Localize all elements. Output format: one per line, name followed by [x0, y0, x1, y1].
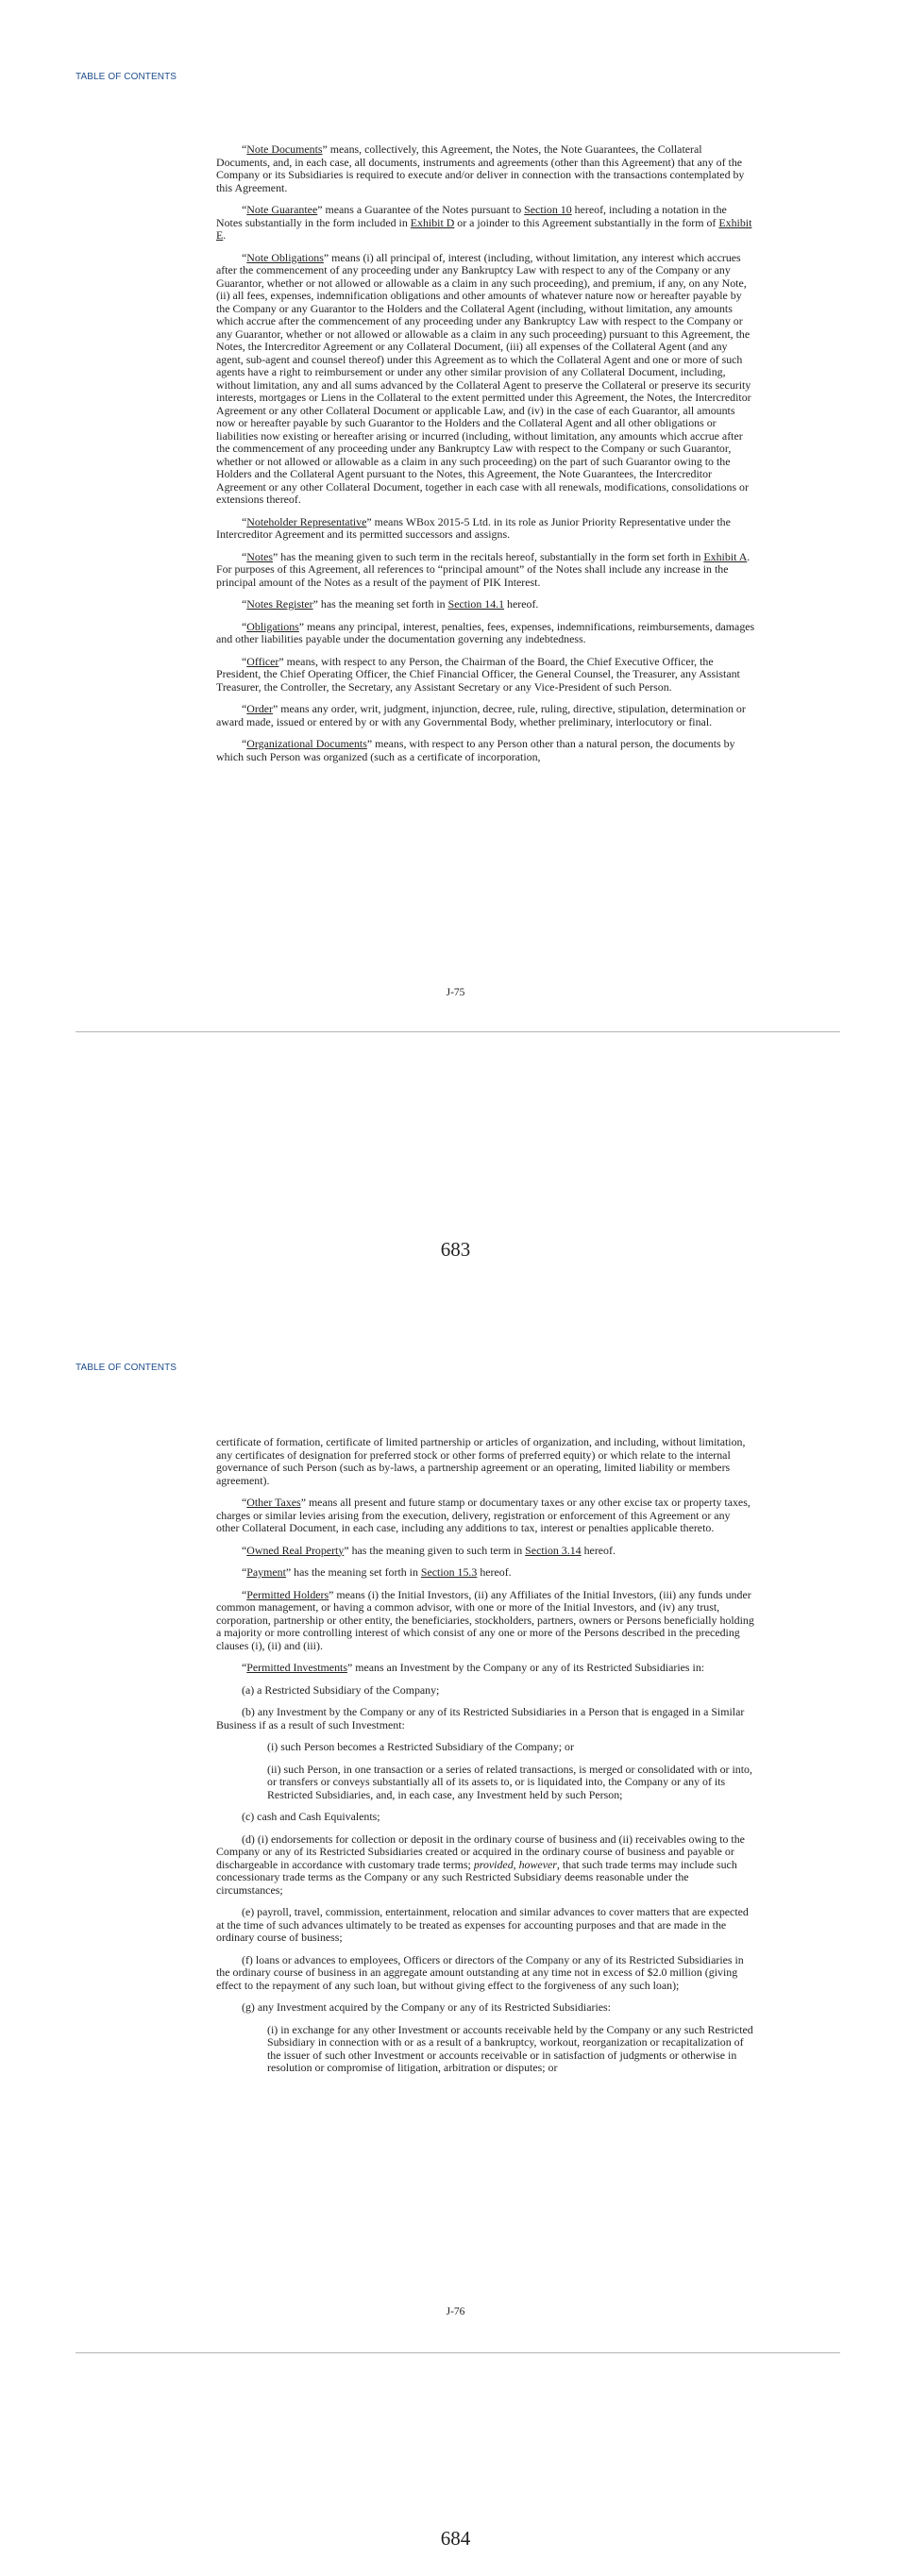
exhibit-reference-link[interactable]: Exhibit A: [703, 549, 748, 563]
definition-officer: “Officer” means, with respect to any Person, the Chairman of the Board, the Chief Executive Officer, the President, the Chief Operating Officer, the Chief Financial Officer, the General Counsel, the Treasurer, any Assistant Treasurer, the Controller, the Secretary, any Assistant Secretary or any Vice-President of such Person.: [216, 654, 740, 694]
definition-noteholder-representative: “Noteholder Representative” means WBox 2015-5 Ltd. in its role as Junior Priority Representative under the Intercreditor Agreement and its permitted successors and assigns.: [216, 514, 731, 541]
list-item: (i) such Person becomes a Restricted Subsidiary of the Company; or: [267, 1740, 574, 1753]
list-item: (e) payroll, travel, commission, entertainment, relocation and similar advances to cover matters that are expected at the time of such advances ultimately to be treated as expenses for accounting purposes and that are made in the ordinary course of business;: [216, 1905, 749, 1944]
definition-continuation: certificate of formation, certificate of limited partnership or articles of organization, and including, without limitation, any certificates of designation for preferred stock or other forms of preferred equity) or which relate to the internal governance of such Person (such as by-laws, a partnership agreement or an operating, limited liability or members agreement).: [216, 1435, 746, 1487]
definition-notes-register: “Notes Register” has the meaning set forth in Section 14.1 hereof.: [242, 597, 539, 611]
defined-term: Note Guarantee: [246, 203, 318, 216]
section-reference-link[interactable]: Section 14.1: [447, 597, 505, 611]
definition-note-guarantee: “Note Guarantee” means a Guarantee of the Notes pursuant to Section 10 hereof, including a notation in the Notes substantially in the form included in Exhibit D or a joinder to this Agreement substantially in the form of Exhibit E.: [216, 203, 752, 242]
defined-term: Notes: [246, 549, 274, 563]
list-item: (ii) such Person, in one transaction or a series of related transactions, is merged or consolidated with or into, or transfers or conveys substantially all of its assets to, or is liquidated into, the Company or any of its Restricted Subsidiaries, and, in each case, any Investment held by such Person;: [267, 1762, 752, 1801]
list-item: (g) any Investment acquired by the Company or any of its Restricted Subsidiaries:: [242, 2000, 611, 2014]
defined-term: Note Documents: [246, 142, 323, 156]
defined-term: Officer: [246, 654, 279, 668]
defined-term: Permitted Holders: [246, 1587, 329, 1601]
definition-note-obligations: “Note Obligations” means (i) all principal of, interest (including, without limitation, any interest which accrues after the commencement of any proceeding under any Bankruptcy Law with respect to any of the Company or any Guarantor, whether or not allowed or allowable as a claim in any such proceeding), and premium, if any, on any Note, (ii) all fees, expenses, indemnification obligations and other amounts of whatever nature now or hereafter payable by the Company or any Guarantor to the Holders and the Collateral Agent (including, without limitation, any amounts which accrue after the commencement of any proceeding under any Bankruptcy Law with respect to the Company or any Guarantor, whether or not allowed or allowable as a claim in any such proceeding) pursuant to this Agreement, the Notes, the Intercreditor Agreement or any Collateral Document, (iii) all expenses of the Collateral Agent (and any agent, sub-agent and counsel thereof) under this Agreement as to which the Collateral Agent and one or more of such agents have a right to reimbursement or under any other similar provision of any Collateral Document, including, without limitation, any and all sums advanced by the Collateral Agent to preserve the Collateral or preserve its security interests, mortgages or Liens in the Collateral to the extent permitted under this Agreement, the Notes, the Intercreditor Agreement or any other Collateral Document or applicable Law, and (iv) in the case of each Guarantor, all amounts now or hereafter payable by such Guarantor to the Holders and the Collateral Agent and all other obligations or liabilities now existing or hereafter arising or incurred (including, without limitation, any amounts which accrue after the commencement of any proceeding under any Bankruptcy Law with respect to the Company or such Guarantor, whether or not allowed or allowable as a claim in any such proceeding) on the part of such Guarantor owing to the Holders and the Collateral Agent pursuant to the Notes, this Agreement, the Note Guarantees, the Intercreditor Agreement or any other Collateral Document, together in each case with all renewals, modifications, consolidations or extensions thereof.: [216, 250, 751, 506]
page-body-1: [216, 143, 755, 773]
definition-permitted-investments: “Permitted Investments” means an Investment by the Company or any of its Restricted Subsidiaries in:: [242, 1661, 705, 1674]
emphasis: however: [518, 1857, 557, 1871]
list-item: (b) any Investment by the Company or any of its Restricted Subsidiaries in a Person that is engaged in a Similar Business if as a result of such Investment:: [216, 1705, 745, 1731]
definition-note-documents: “Note Documents” means, collectively, this Agreement, the Notes, the Note Guarantees, the Collateral Documents, and, in each case, all documents, instruments and agreements (other than this Agreement) that any of the Company or its Subsidiaries is required to execute and/or deliver in connection with the transactions contemplated by this Agreement.: [216, 142, 745, 194]
defined-term: Note Obligations: [246, 250, 324, 264]
defined-term: Order: [246, 702, 274, 715]
list-item: (i) in exchange for any other Investment or accounts receivable held by the Company or any such Restricted Subsidiary in connection with or as a result of a bankruptcy, workout, reorganization or recapitalization of the issuer of such other Investment or accounts receivable or in satisfaction of judgments or otherwise in resolution or compromise of litigation, arbitration or disputes; or: [267, 2022, 753, 2074]
definition-organizational-documents: “Organizational Documents” means, with respect to any Person other than a natural person, the documents by which such Person was organized (such as a certificate of incorporation,: [216, 737, 735, 763]
page-number: 683: [440, 1238, 471, 1261]
definition-payment: “Payment” has the meaning set forth in Section 15.3 hereof.: [242, 1565, 512, 1579]
table-of-contents-link[interactable]: TABLE OF CONTENTS: [76, 72, 177, 82]
page-footer-label: J-76: [446, 2306, 465, 2317]
definition-order: “Order” means any order, writ, judgment, injunction, decree, rule, ruling, directive, stipulation, determination or award made, issued or entered by or with any Governmental Body, whether preliminary, interlocutory or final.: [216, 702, 746, 728]
list-item: (f) loans or advances to employees, Officers or directors of the Company or any of its Restricted Subsidiaries in the ordinary course of business in an aggregate amount outstanding at any time not in excess of $2.0 million (giving effect to the repayment of any such loan, but without giving effect to the forgiveness of any such loan);: [216, 1952, 744, 1992]
section-reference-link[interactable]: Section 10: [524, 203, 572, 216]
defined-term: Noteholder Representative: [246, 514, 367, 528]
page-divider: [76, 1031, 840, 1032]
definition-notes: “Notes” has the meaning given to such term in the recitals hereof, substantially in the form set forth in Exhibit A. For purposes of this Agreement, all references to “principal amount” of the Notes shall include any increase in the principal amount of the Notes as a result of the payment of PIK Interest.: [216, 549, 751, 589]
page-divider: [76, 2352, 840, 2353]
section-reference-link[interactable]: Section 15.3: [420, 1565, 478, 1579]
list-item: (d) (i) endorsements for collection or deposit in the ordinary course of business and (ii) receivables owing to the Company or any of its Restricted Subsidiaries created or acquired in the ordinary course of business and payable or dischargeable in accordance with customary trade terms; provided, however, that such trade terms may include such concessionary trade terms as the Company or any such Restricted Subsidiary deems reasonable under the circumstances;: [216, 1832, 745, 1897]
section-reference-link[interactable]: Section 3.14: [525, 1543, 582, 1557]
page-body-2: [216, 1436, 755, 2084]
exhibit-reference-link[interactable]: Exhibit E: [216, 215, 752, 242]
definition-obligations: “Obligations” means any principal, interest, penalties, fees, expenses, indemnifications, reimbursements, damages and other liabilities payable under the documentation governing any indebtedness.: [216, 619, 755, 645]
exhibit-reference-link[interactable]: Exhibit D: [410, 215, 455, 229]
defined-term: Owned Real Property: [246, 1543, 345, 1557]
table-of-contents-link[interactable]: TABLE OF CONTENTS: [76, 1363, 177, 1373]
defined-term: Other Taxes: [246, 1496, 301, 1509]
emphasis: provided: [473, 1857, 514, 1871]
defined-term: Payment: [246, 1565, 286, 1579]
defined-term: Organizational Documents: [246, 737, 367, 750]
definition-other-taxes: “Other Taxes” means all present and future stamp or documentary taxes or any other excise tax or property taxes, charges or similar levies arising from the execution, delivery, registration or enforcement of this Agreement or any other Collateral Document, in each case, including any additions to tax, interest or penalties applicable thereto.: [216, 1496, 751, 1534]
page-number: 684: [440, 2527, 471, 2550]
defined-term: Permitted Investments: [246, 1661, 347, 1674]
list-item: (c) cash and Cash Equivalents;: [242, 1810, 380, 1823]
page-footer-label: J-75: [446, 987, 465, 998]
definition-permitted-holders: “Permitted Holders” means (i) the Initial Investors, (ii) any Affiliates of the Initial Investors, (iii) any funds under common management, or having a common advisor, with one or more of the Initial Investors, and (iv) any trust, corporation, partnership or other entity, the beneficiaries, stockholders, partners, owners or Persons beneficially holding a majority or more controlling interest of which consist of any one or more of the Persons described in the preceding clauses (i), (ii) and (iii).: [216, 1587, 754, 1652]
definition-owned-real-property: “Owned Real Property” has the meaning given to such term in Section 3.14 hereof.: [242, 1543, 616, 1557]
defined-term: Notes Register: [246, 597, 313, 611]
defined-term: Obligations: [246, 619, 299, 633]
list-item: (a) a Restricted Subsidiary of the Company;: [242, 1682, 440, 1697]
